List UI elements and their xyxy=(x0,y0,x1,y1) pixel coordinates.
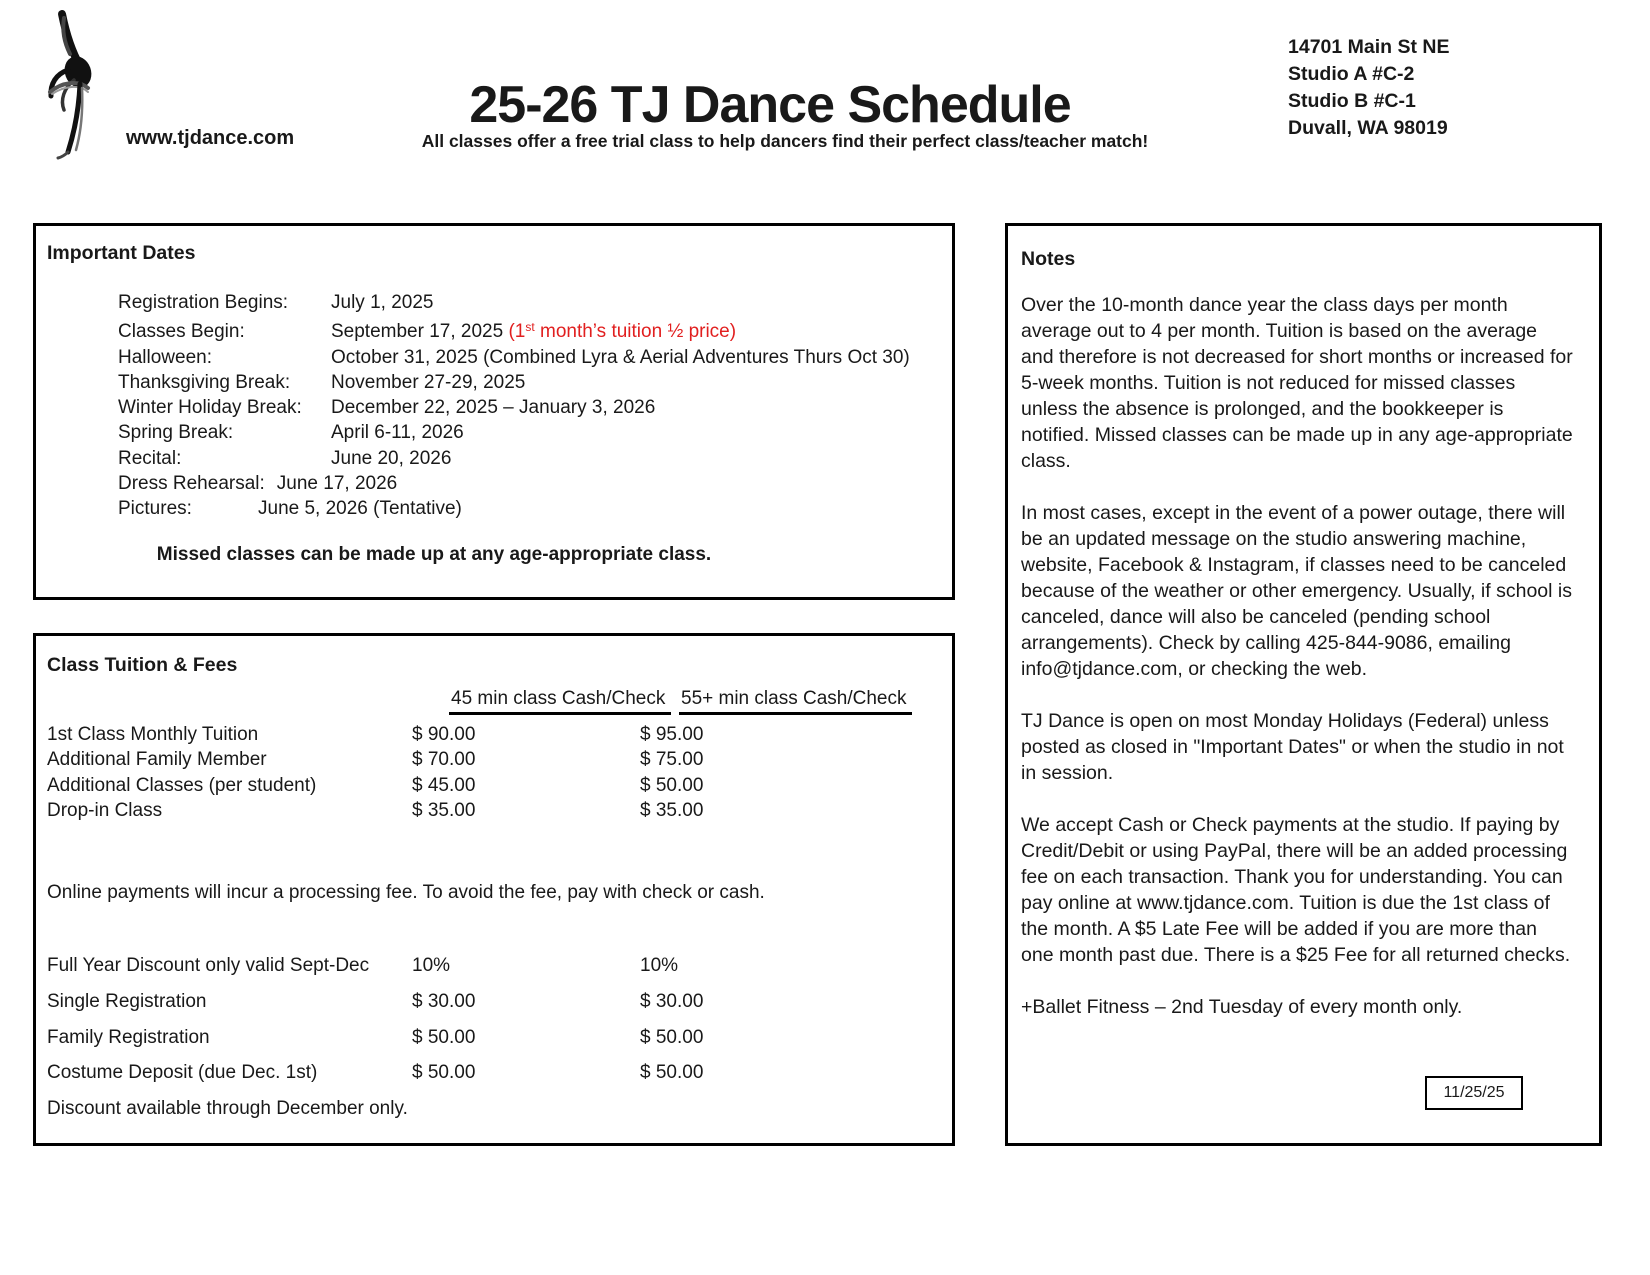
tuition-fees-box xyxy=(33,633,955,1146)
date-value: June 20, 2026 xyxy=(331,447,452,469)
date-value: September 17, 2025 xyxy=(331,321,509,343)
table-row xyxy=(47,948,703,984)
dancer-logo-icon xyxy=(38,8,112,160)
missed-classes-note: Missed classes can be made up at any age-appropriate class. xyxy=(156,544,712,565)
date-row xyxy=(118,420,910,445)
fee-45: $ 50.00 xyxy=(412,1062,476,1084)
table-row xyxy=(47,773,703,798)
fee-label: Discount available through December only. xyxy=(47,1098,408,1120)
tuition-heading: Class Tuition & Fees xyxy=(47,654,238,676)
notes-paragraph: Over the 10-month dance year the class days per month average out to 4 per month. Tuition is based on the average and therefore is not decreased for short months or increased for 5-week months. Tuition is not reduced for missed classes unless the absence is prolonged, and the bookkeeper is notified. Missed classes can be made up in any age-appropriate class. xyxy=(1021,294,1573,472)
fee-55: $ 30.00 xyxy=(640,990,704,1012)
fee-45: $ 45.00 xyxy=(412,774,476,796)
date-label: Classes Begin: xyxy=(118,321,245,343)
date-row xyxy=(118,471,910,496)
fee-55 xyxy=(640,1091,703,1127)
date-row xyxy=(118,496,910,521)
date-value-red: month’s tuition ½ price) xyxy=(534,321,737,343)
fee-label: 1st Class Monthly Tuition xyxy=(47,724,259,745)
date-value: July 1, 2025 xyxy=(331,292,434,313)
fee-45: $ 90.00 xyxy=(412,724,476,745)
notes-paragraph: TJ Dance is open on most Monday Holidays (Federal) unless posted as closed in "Important Dates" or when the studio in not in session. xyxy=(1021,710,1564,784)
page-subtitle: All classes offer a free trial class to help dancers find their perfect class/teacher match! xyxy=(421,131,1149,151)
fee-45: $ 50.00 xyxy=(412,1026,476,1048)
fee-label: Costume Deposit (due Dec. 1st) xyxy=(47,1062,318,1084)
site-url: www.tjdance.com xyxy=(126,127,295,149)
notes-box xyxy=(1005,223,1602,1146)
notes-paragraph: We accept Cash or Check payments at the studio. If paying by Credit/Debit or using PayPal, there will be an added processing fee on each transaction. Thank you for understanding. You can pay online at www.tjdance.com. Tuition is due the 1st class of the month. A $5 Late Fee will be added if you are more than one month past due. There is a $25 Fee for all returned checks. xyxy=(1021,814,1571,966)
address-line: Duvall, WA 98019 xyxy=(1288,117,1448,139)
date-value: November 27-29, 2025 xyxy=(331,371,526,393)
date-value: April 6-11, 2026 xyxy=(331,422,464,444)
fee-label: Additional Classes (per student) xyxy=(47,774,317,796)
tuition-table xyxy=(47,722,703,823)
col-header-45min: 45 min class Cash/Check xyxy=(449,688,671,715)
table-row xyxy=(47,1091,703,1127)
page-title: 25-26 TJ Dance Schedule xyxy=(469,75,1071,134)
address-line: Studio A #C-2 xyxy=(1288,63,1415,85)
date-value: October 31, 2025 (Combined Lyra & Aerial Adventures Thurs Oct 30) xyxy=(331,346,910,368)
fee-label: Additional Family Member xyxy=(47,749,267,771)
fee-45: $ 30.00 xyxy=(412,990,476,1012)
notes-paragraphs xyxy=(1021,292,1573,1046)
date-stamp: 11/25/25 xyxy=(1425,1076,1523,1110)
date-value: June 5, 2026 (Tentative) xyxy=(258,498,462,520)
table-row xyxy=(47,1055,703,1091)
table-row xyxy=(47,722,703,747)
fee-label: Single Registration xyxy=(47,990,207,1012)
date-value-red: (1 xyxy=(508,321,526,343)
fee-45 xyxy=(412,1091,640,1127)
date-label: Recital: xyxy=(118,447,182,469)
notes-paragraph: +Ballet Fitness – 2nd Tuesday of every month only. xyxy=(1021,996,1463,1018)
date-label: Winter Holiday Break: xyxy=(118,397,302,419)
date-row xyxy=(118,395,910,420)
fee-45: 10% xyxy=(412,955,451,976)
address-line: Studio B #C-1 xyxy=(1288,90,1416,112)
date-row xyxy=(118,446,910,471)
important-dates-box xyxy=(33,223,955,600)
date-label: Pictures: xyxy=(118,498,192,520)
date-row xyxy=(118,370,910,395)
fee-label: Family Registration xyxy=(47,1026,210,1048)
fee-label: Full Year Discount only valid Sept-Dec xyxy=(47,955,370,976)
date-label: Spring Break: xyxy=(118,422,234,444)
table-row xyxy=(47,1020,703,1056)
fee-55: $ 50.00 xyxy=(640,1026,704,1048)
fee-55: 10% xyxy=(640,955,679,976)
studio-address xyxy=(1288,34,1449,142)
fee-label: Drop-in Class xyxy=(47,799,163,821)
date-value-red-sup: st xyxy=(525,320,535,335)
table-row xyxy=(47,984,703,1020)
important-dates-list xyxy=(118,290,910,522)
date-label: Registration Begins: xyxy=(118,292,289,313)
date-label: Dress Rehearsal: xyxy=(118,473,265,495)
table-row xyxy=(47,798,703,823)
fee-55: $ 50.00 xyxy=(640,1062,704,1084)
address-line: 14701 Main St NE xyxy=(1288,36,1450,58)
table-row xyxy=(47,747,703,772)
col-header-55min: 55+ min class Cash/Check xyxy=(679,688,912,715)
date-row xyxy=(118,290,910,315)
important-dates-heading: Important Dates xyxy=(47,242,196,264)
date-label: Thanksgiving Break: xyxy=(118,371,291,393)
fee-55: $ 95.00 xyxy=(640,724,704,745)
notes-paragraph: In most cases, except in the event of a power outage, there will be an updated message on the studio answering machine, website, Facebook & Instagram, if classes need to be canceled because of the weather or other emergency. Usually, if school is canceled, dance will also be canceled (pending school arrangements). Check by calling 425-844-9086, emailing info@tjdance.com, or checking the web. xyxy=(1021,502,1572,680)
registration-fees-table xyxy=(47,948,703,1127)
fee-55: $ 35.00 xyxy=(640,799,704,821)
date-label: Halloween: xyxy=(118,346,212,368)
date-value: December 22, 2025 – January 3, 2026 xyxy=(331,397,656,419)
fee-55: $ 75.00 xyxy=(640,749,704,771)
fee-55: $ 50.00 xyxy=(640,774,704,796)
fee-45: $ 35.00 xyxy=(412,799,476,821)
date-row xyxy=(118,315,910,344)
fee-45: $ 70.00 xyxy=(412,749,476,771)
date-row xyxy=(118,345,910,370)
notes-heading: Notes xyxy=(1021,248,1076,270)
online-payment-note: Online payments will incur a processing fee. To avoid the fee, pay with check or cash. xyxy=(47,882,765,903)
date-value: June 17, 2026 xyxy=(276,473,398,495)
